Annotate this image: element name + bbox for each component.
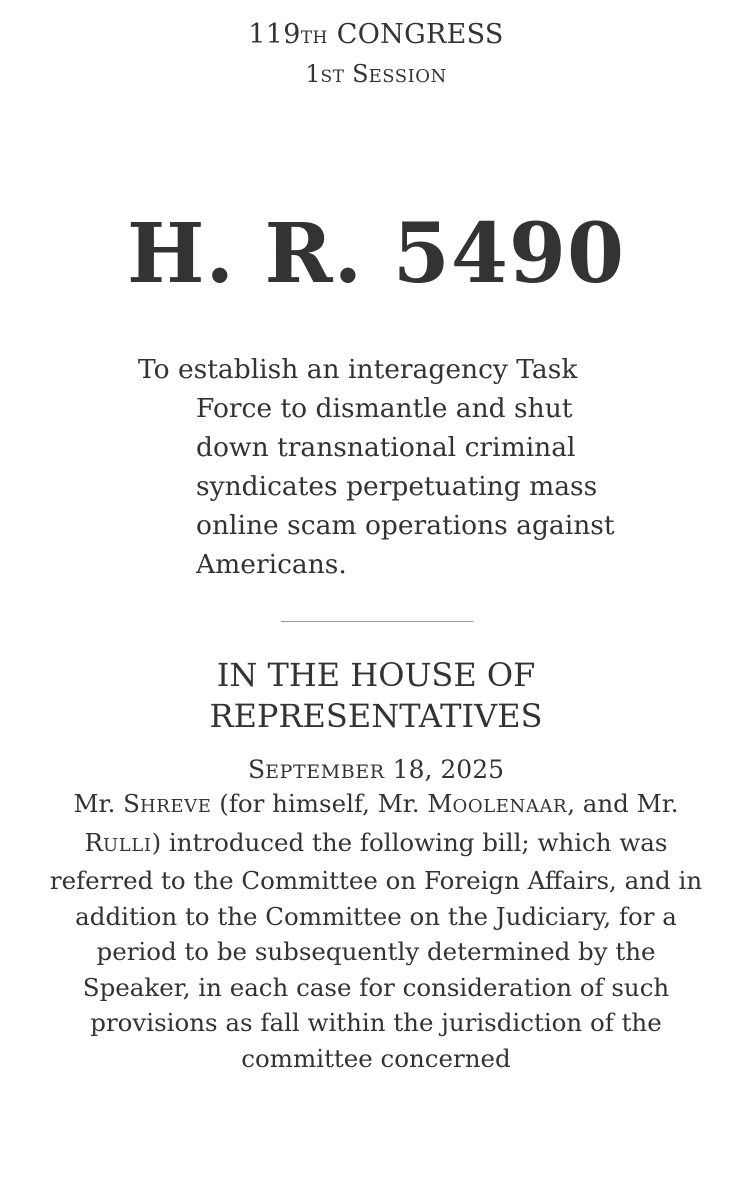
cosponsor-1-initial: M <box>427 789 453 818</box>
congress-ordinal: TH <box>300 28 328 48</box>
session-ordinal: ST <box>320 67 345 87</box>
cosponsor-2-initial: R <box>84 827 103 857</box>
bill-purpose: To establish an interagency Task Force to dismantle and shut down transnational criminal syndicates perpetuating mass online scam operations against Americans. <box>138 354 615 580</box>
date-month-initial: S <box>247 755 266 784</box>
chamber-line-1: IN THE HOUSE OF <box>216 656 536 694</box>
bill-number: H. R. 5490 <box>126 206 626 302</box>
section-divider <box>281 621 473 622</box>
congress-heading <box>0 18 752 55</box>
introduction-action <box>40 786 712 1076</box>
session-number: 1 <box>305 60 321 88</box>
cosponsor-1-intro: (for himself, Mr. <box>219 789 420 818</box>
cosponsor-2-intro: , and Mr. <box>567 789 679 818</box>
sponsor-prefix: Mr. <box>73 789 116 818</box>
introduction-date <box>0 752 752 790</box>
sponsor-rest: HREVE <box>139 796 212 817</box>
session-rest: ESSION <box>368 66 447 87</box>
date-day-year: 18, 2025 <box>392 755 504 784</box>
congress-label: CONGRESS <box>336 19 504 50</box>
cosponsor-2-rest: ULLI <box>102 834 152 856</box>
cosponsor-1-rest: OOLENAAR <box>452 796 568 817</box>
sponsor-initial: S <box>123 789 140 818</box>
action-text: ) introduced the following bill; which was referred to the Committee on Foreign Affairs, and in addition to the Committee on the Judiciary, for a period to be subsequently determined by the Speaker, in each case for consideration of such provisions as fall within the jurisdiction of the committee concerned <box>49 827 703 1073</box>
congress-number: 119 <box>248 19 301 50</box>
chamber-line-2: REPRESENTATIVES <box>209 697 543 735</box>
date-month-rest: EPTEMBER <box>265 761 385 783</box>
chamber-heading <box>0 655 752 737</box>
session-heading <box>0 58 752 93</box>
session-initial: S <box>352 60 369 88</box>
